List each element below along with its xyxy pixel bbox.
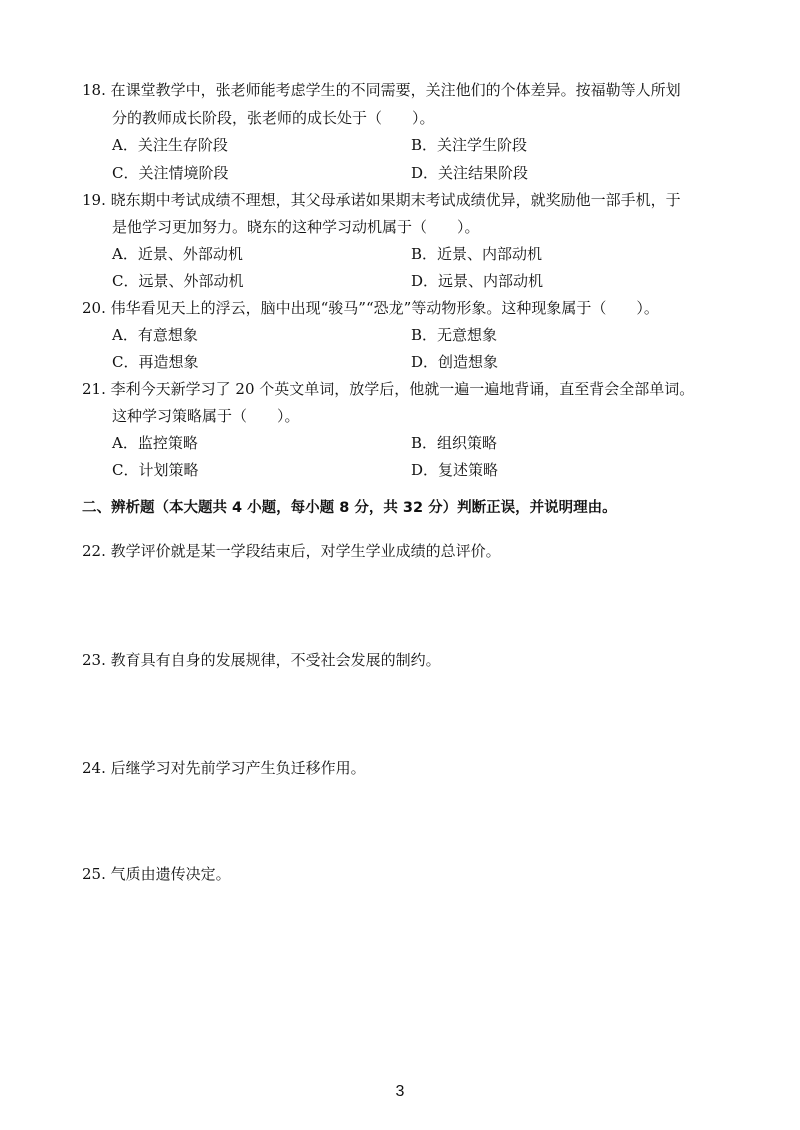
option-a: A．有意想象 xyxy=(112,326,198,344)
option-d: D．远景、内部动机 xyxy=(411,272,544,290)
question-text-cont: 这种学习策略属于（ ）。 xyxy=(112,407,300,425)
question-number: 25. xyxy=(82,865,106,883)
option-d: D．关注结果阶段 xyxy=(411,164,529,182)
question-text: 气质由遗传决定。 xyxy=(110,865,231,883)
option-a: A．关注生存阶段 xyxy=(112,136,228,154)
option-d: D．复述策略 xyxy=(411,461,499,479)
question-text: 教学评价就是某一学段结束后，对学生学业成绩的总评价。 xyxy=(110,542,501,560)
option-c: C．再造想象 xyxy=(112,353,199,371)
option-b: B．近景、内部动机 xyxy=(411,245,543,263)
option-b: B．无意想象 xyxy=(411,326,498,344)
question-24 xyxy=(82,759,366,777)
question-text: 教育具有自身的发展规律，不受社会发展的制约。 xyxy=(110,651,441,669)
question-number: 18. xyxy=(82,81,106,99)
option-c: C．关注情境阶段 xyxy=(112,164,229,182)
question-text-cont: 分的教师成长阶段，张老师的成长处于（ ）。 xyxy=(112,109,435,127)
question-number: 22. xyxy=(82,542,106,560)
question-19 xyxy=(82,191,681,209)
question-number: 21. xyxy=(82,380,106,398)
option-c: C．计划策略 xyxy=(112,461,199,479)
question-text: 晓东期中考试成绩不理想，其父母承诺如果期末考试成绩优异，就奖励他一部手机，于 xyxy=(110,191,681,209)
option-b: B．关注学生阶段 xyxy=(411,136,528,154)
option-d: D．创造想象 xyxy=(411,353,499,371)
question-21 xyxy=(82,380,694,398)
section-heading: 二、辨析题（本大题共 4 小题，每小题 8 分，共 32 分）判断正误，并说明理由。 xyxy=(82,500,617,516)
question-number: 23. xyxy=(82,651,106,669)
question-number: 24. xyxy=(82,759,106,777)
question-25 xyxy=(82,865,231,883)
page-number: 3 xyxy=(395,1083,405,1100)
option-c: C．远景、外部动机 xyxy=(112,272,244,290)
option-a: A．近景、外部动机 xyxy=(112,245,243,263)
question-text: 伟华看见天上的浮云，脑中出现“骏马”“恐龙”等动物形象。这种现象属于（ ）。 xyxy=(110,299,659,317)
question-20 xyxy=(82,299,659,317)
question-18 xyxy=(82,81,681,99)
question-text: 李利今天新学习了 20 个英文单词，放学后，他就一遍一遍地背诵，直至背会全部单词。 xyxy=(110,380,695,398)
question-number: 20. xyxy=(82,299,106,317)
option-a: A．监控策略 xyxy=(112,434,198,452)
question-text-cont: 是他学习更加努力。晓东的这种学习动机属于（ ）。 xyxy=(112,218,480,236)
question-text: 后继学习对先前学习产生负迁移作用。 xyxy=(110,759,366,777)
option-b: B．组织策略 xyxy=(411,434,498,452)
question-text: 在课堂教学中，张老师能考虑学生的不同需要，关注他们的个体差异。按福勒等人所划 xyxy=(110,81,681,99)
question-23 xyxy=(82,651,441,669)
question-22 xyxy=(82,542,501,560)
question-number: 19. xyxy=(82,191,106,209)
